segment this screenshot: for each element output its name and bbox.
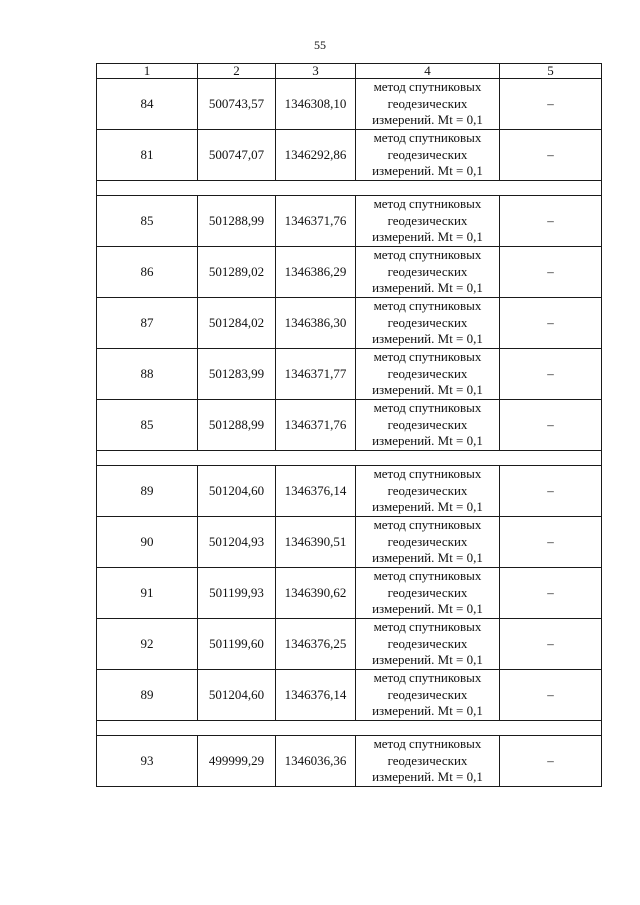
method-line: измерений. Mt = 0,1 <box>372 550 483 566</box>
method-line: измерений. Mt = 0,1 <box>372 382 483 398</box>
method-line: измерений. Mt = 0,1 <box>372 331 483 347</box>
table-row <box>97 736 602 787</box>
point-number-cell: 81 <box>97 130 198 181</box>
x-coordinate-cell: 501199,93 <box>198 568 276 619</box>
table-row <box>97 517 602 568</box>
table-row <box>97 298 602 349</box>
separator-row <box>97 721 602 736</box>
y-coordinate-cell: 1346292,86 <box>276 130 356 181</box>
method-line: геодезических <box>387 146 468 162</box>
point-number-cell: 86 <box>97 247 198 298</box>
point-number-cell: 84 <box>97 79 198 130</box>
point-number-cell: 90 <box>97 517 198 568</box>
column-header-4: 4 <box>356 64 500 79</box>
y-coordinate-cell: 1346386,30 <box>276 298 356 349</box>
coordinates-table <box>96 63 602 787</box>
x-coordinate-cell: 500747,07 <box>198 130 276 181</box>
x-coordinate-cell: 501284,02 <box>198 298 276 349</box>
x-coordinate-cell: 501289,02 <box>198 247 276 298</box>
table-row <box>97 568 602 619</box>
x-coordinate-cell: 501288,99 <box>198 400 276 451</box>
method-line: измерений. Mt = 0,1 <box>372 769 483 785</box>
y-coordinate-cell: 1346390,62 <box>276 568 356 619</box>
point-number-cell: 91 <box>97 568 198 619</box>
measurement-method-cell <box>356 619 500 670</box>
method-line: метод спутниковых <box>373 400 482 416</box>
table-body <box>97 79 602 787</box>
separator-cell <box>97 451 602 466</box>
y-coordinate-cell: 1346376,14 <box>276 670 356 721</box>
method-line: метод спутниковых <box>373 466 482 482</box>
table-row <box>97 79 602 130</box>
x-coordinate-cell: 501204,60 <box>198 466 276 517</box>
measurement-method-cell <box>356 247 500 298</box>
measurement-method-cell <box>356 466 500 517</box>
point-number-cell: 92 <box>97 619 198 670</box>
note-cell: – <box>500 736 602 787</box>
method-line: метод спутниковых <box>373 298 482 314</box>
column-header-3: 3 <box>276 64 356 79</box>
separator-row <box>97 451 602 466</box>
measurement-method-cell <box>356 130 500 181</box>
method-line: метод спутниковых <box>373 619 482 635</box>
note-cell: – <box>500 349 602 400</box>
method-line: геодезических <box>387 686 468 702</box>
method-line: измерений. Mt = 0,1 <box>372 499 483 515</box>
note-cell: – <box>500 619 602 670</box>
method-line: геодезических <box>387 635 468 651</box>
page-number: 55 <box>314 38 326 52</box>
table-header-row <box>97 64 602 79</box>
table-row <box>97 247 602 298</box>
table-row <box>97 619 602 670</box>
table-row <box>97 349 602 400</box>
method-line: измерений. Mt = 0,1 <box>372 112 483 128</box>
point-number-cell: 85 <box>97 400 198 451</box>
x-coordinate-cell: 499999,29 <box>198 736 276 787</box>
y-coordinate-cell: 1346386,29 <box>276 247 356 298</box>
method-line: геодезических <box>387 416 468 432</box>
measurement-method-cell <box>356 79 500 130</box>
method-line: измерений. Mt = 0,1 <box>372 280 483 296</box>
method-line: метод спутниковых <box>373 568 482 584</box>
x-coordinate-cell: 500743,57 <box>198 79 276 130</box>
table-row <box>97 400 602 451</box>
note-cell: – <box>500 466 602 517</box>
separator-row <box>97 181 602 196</box>
method-line: геодезических <box>387 752 468 768</box>
method-line: геодезических <box>387 365 468 381</box>
column-header-2: 2 <box>198 64 276 79</box>
column-header-5: 5 <box>500 64 602 79</box>
method-line: геодезических <box>387 212 468 228</box>
measurement-method-cell <box>356 400 500 451</box>
method-line: метод спутниковых <box>373 247 482 263</box>
point-number-cell: 89 <box>97 466 198 517</box>
y-coordinate-cell: 1346371,76 <box>276 400 356 451</box>
note-cell: – <box>500 400 602 451</box>
point-number-cell: 87 <box>97 298 198 349</box>
method-line: метод спутниковых <box>373 349 482 365</box>
y-coordinate-cell: 1346371,77 <box>276 349 356 400</box>
y-coordinate-cell: 1346376,25 <box>276 619 356 670</box>
x-coordinate-cell: 501204,93 <box>198 517 276 568</box>
method-line: метод спутниковых <box>373 79 482 95</box>
note-cell: – <box>500 196 602 247</box>
measurement-method-cell <box>356 736 500 787</box>
note-cell: – <box>500 247 602 298</box>
note-cell: – <box>500 517 602 568</box>
y-coordinate-cell: 1346308,10 <box>276 79 356 130</box>
point-number-cell: 88 <box>97 349 198 400</box>
method-line: геодезических <box>387 314 468 330</box>
x-coordinate-cell: 501199,60 <box>198 619 276 670</box>
measurement-method-cell <box>356 196 500 247</box>
method-line: измерений. Mt = 0,1 <box>372 163 483 179</box>
x-coordinate-cell: 501204,60 <box>198 670 276 721</box>
table-row <box>97 196 602 247</box>
method-line: геодезических <box>387 584 468 600</box>
measurement-method-cell <box>356 568 500 619</box>
note-cell: – <box>500 130 602 181</box>
y-coordinate-cell: 1346390,51 <box>276 517 356 568</box>
note-cell: – <box>500 670 602 721</box>
method-line: метод спутниковых <box>373 196 482 212</box>
note-cell: – <box>500 568 602 619</box>
measurement-method-cell <box>356 298 500 349</box>
method-line: измерений. Mt = 0,1 <box>372 433 483 449</box>
method-line: метод спутниковых <box>373 670 482 686</box>
separator-cell <box>97 721 602 736</box>
y-coordinate-cell: 1346036,36 <box>276 736 356 787</box>
x-coordinate-cell: 501283,99 <box>198 349 276 400</box>
table-row <box>97 130 602 181</box>
method-line: измерений. Mt = 0,1 <box>372 601 483 617</box>
method-line: метод спутниковых <box>373 736 482 752</box>
method-line: геодезических <box>387 533 468 549</box>
table-row <box>97 670 602 721</box>
point-number-cell: 85 <box>97 196 198 247</box>
measurement-method-cell <box>356 349 500 400</box>
method-line: геодезических <box>387 95 468 111</box>
measurement-method-cell <box>356 517 500 568</box>
method-line: измерений. Mt = 0,1 <box>372 229 483 245</box>
method-line: геодезических <box>387 263 468 279</box>
separator-cell <box>97 181 602 196</box>
y-coordinate-cell: 1346371,76 <box>276 196 356 247</box>
method-line: метод спутниковых <box>373 130 482 146</box>
table-row <box>97 466 602 517</box>
note-cell: – <box>500 298 602 349</box>
point-number-cell: 89 <box>97 670 198 721</box>
method-line: измерений. Mt = 0,1 <box>372 652 483 668</box>
note-cell: – <box>500 79 602 130</box>
measurement-method-cell <box>356 670 500 721</box>
point-number-cell: 93 <box>97 736 198 787</box>
x-coordinate-cell: 501288,99 <box>198 196 276 247</box>
method-line: метод спутниковых <box>373 517 482 533</box>
method-line: измерений. Mt = 0,1 <box>372 703 483 719</box>
column-header-1: 1 <box>97 64 198 79</box>
method-line: геодезических <box>387 482 468 498</box>
y-coordinate-cell: 1346376,14 <box>276 466 356 517</box>
